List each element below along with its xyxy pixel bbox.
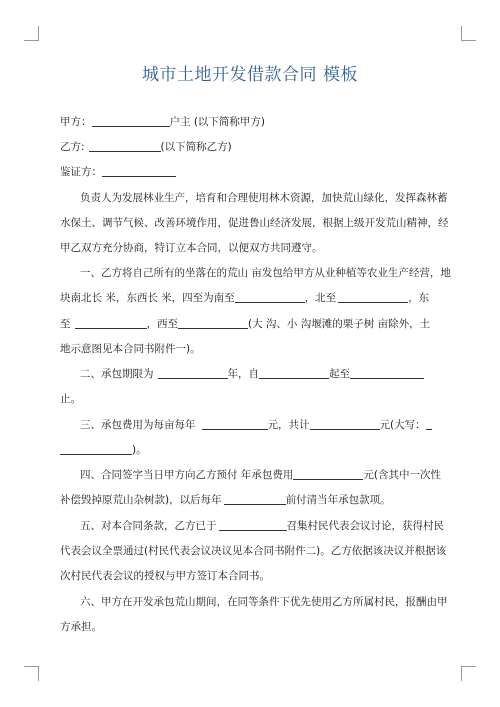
party-a-blank[interactable]	[92, 115, 170, 127]
clause1-north-blank[interactable]	[338, 291, 408, 303]
party-b-suffix: (以下简称乙方)	[160, 141, 232, 153]
page-corner-mark-top-right	[461, 26, 476, 41]
clause3-uppercase-blank-start[interactable]	[426, 418, 432, 430]
witness-label: 鉴证方：	[60, 166, 102, 178]
clause1-line-2	[60, 291, 450, 305]
clause2-start-blank[interactable]	[259, 367, 329, 379]
clause3-uppercase-blank[interactable]	[60, 443, 132, 455]
clause4-deadline-text: 前付清当年承包款项。	[285, 494, 391, 506]
clause1-east-label: ，东	[408, 292, 430, 304]
clause5-line-2: 代表会议全票通过(村民代表会议决议见本合同书附件二)。乙方依据该决议并根据该	[60, 545, 447, 557]
clause2-years-blank[interactable]	[158, 367, 228, 379]
clause1-line-3	[60, 317, 450, 331]
page-corner-mark-bottom-right	[461, 666, 476, 681]
clause3-line-1	[80, 418, 450, 432]
witness-blank[interactable]	[102, 165, 176, 177]
clause5-date-blank[interactable]	[219, 519, 287, 531]
party-a-line	[60, 115, 450, 129]
party-b-line	[60, 140, 450, 154]
clause1-east-blank[interactable]	[75, 317, 147, 329]
clause3-fee-blank[interactable]	[202, 418, 268, 430]
clause6-line-1: 六、甲方在开发承包荒山期间，在同等条件下优先使用乙方所属村民，报酬由甲	[80, 596, 448, 608]
clause3-fee-label: 三、承包费用为每亩每年	[80, 419, 196, 431]
clause2-from-label: 年，自	[227, 368, 259, 380]
clause3-closing: )。	[132, 444, 147, 456]
page-corner-mark-top-left	[24, 26, 39, 41]
intro-line-3: 甲乙双方充分协商，特订立本合同，以便双方共同遵守。	[60, 242, 323, 254]
clause1-exclusion-text: (大 沟、小 沟堰滩的栗子树 亩除外，土	[248, 318, 431, 330]
clause5-line-1	[80, 519, 450, 533]
clause2-term-label: 二、承包期限为	[80, 368, 154, 380]
party-a-label: 甲方：	[60, 116, 92, 128]
clause4-prepay-blank[interactable]	[293, 468, 363, 480]
document-title: 城市土地开发借款合同 模板	[142, 65, 358, 85]
clause4-prepay-label: 四、合同签字当日甲方向乙方预付 年承包费用	[80, 469, 294, 481]
clause4-deadline-blank[interactable]	[224, 493, 286, 505]
clause5-line-3: 次村民代表会议的授权与甲方签订本合同书。	[60, 570, 270, 582]
clause4-compensation-label: 补偿毁掉原荒山杂树款)，以后每年	[60, 494, 222, 506]
clause3-uppercase-label: 元(大写：	[379, 419, 426, 431]
clause1-south-blank[interactable]	[235, 291, 305, 303]
clause4-includes-label: 元(含其中一次性	[363, 469, 441, 481]
party-a-suffix: 户主 (以下简称甲方)	[169, 116, 266, 128]
clause2-line-2: 止。	[60, 393, 81, 405]
clause3-line-2	[60, 443, 450, 457]
intro-line-2: 水保土、调节气候、改善环境作用，促进鲁山经济发展，根据上级开发荒山精神，经	[60, 217, 449, 229]
page-corner-mark-bottom-left	[24, 666, 39, 681]
clause3-total-label: 元，共计	[267, 419, 310, 431]
clause4-line-1	[80, 468, 450, 482]
party-b-blank[interactable]	[89, 140, 161, 152]
clause3-total-blank[interactable]	[310, 418, 380, 430]
clause2-line-1	[80, 367, 450, 381]
clause1-east-to-label: 至	[60, 318, 71, 330]
clause1-west-label: ，西至	[146, 318, 178, 330]
party-b-label: 乙方:	[60, 141, 85, 153]
clause1-line-1: 一、乙方将自己所有的坐落在的荒山 亩发包给甲方从业种植等农业生产经营，地	[80, 267, 451, 279]
clause2-end-blank[interactable]	[350, 367, 424, 379]
clause6-line-2: 方承担。	[60, 621, 102, 633]
clause5-meeting-text: 召集村民代表会议讨论，获得村民	[286, 520, 444, 532]
intro-line-1: 负责人为发展林业生产，培育和合理使用林木资源，加快荒山绿化，发挥森林蓄	[80, 192, 448, 204]
clause4-line-2	[60, 493, 450, 507]
clause1-boundary-south-label: 块南北长 米，东西长 米，四至为南至	[60, 292, 235, 304]
clause2-to-label: 起至	[329, 368, 350, 380]
witness-line	[60, 165, 450, 179]
clause1-line-4: 地示意图见本合同书附件一)。	[60, 343, 201, 355]
clause1-north-label: ，北至	[304, 292, 337, 304]
clause5-date-label: 五、对本合同条款，乙方已于	[80, 520, 217, 532]
clause1-west-blank[interactable]	[178, 317, 248, 329]
